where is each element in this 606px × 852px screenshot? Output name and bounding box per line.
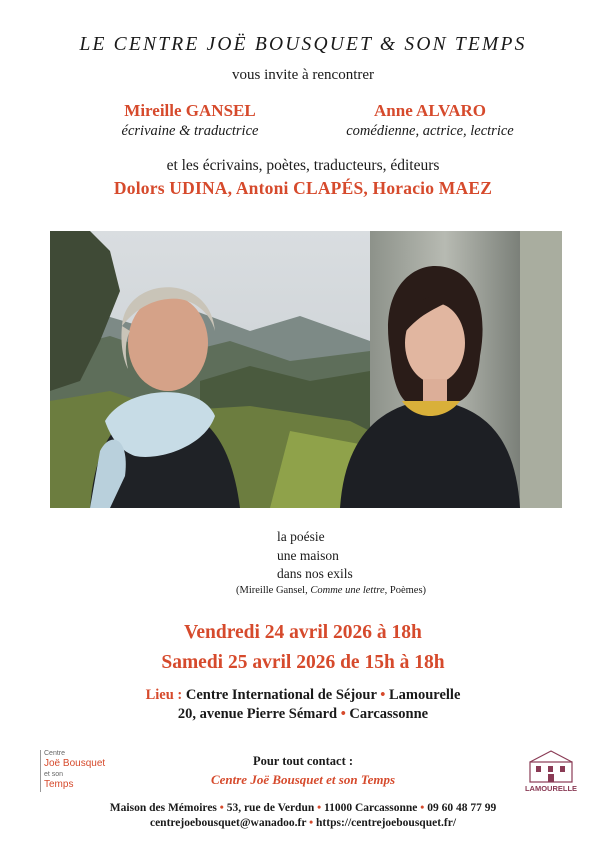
guest-role-2: comédienne, actrice, lectrice [346, 123, 514, 139]
contact-label: Pour tout contact : [252, 754, 354, 768]
citation-suffix: , Poèmes) [384, 585, 427, 596]
invite-text: vous invite à rencontrer [231, 67, 375, 83]
venue-line [0, 687, 606, 704]
citation-prefix: (Mireille Gansel, [236, 585, 311, 596]
address-separator: • [340, 706, 346, 722]
lamourelle-building-icon [528, 748, 574, 784]
footer-city: 11000 Carcassonne [324, 802, 418, 814]
lamourelle-logo [524, 748, 578, 796]
guest-name-1: Mireille GANSEL [124, 101, 256, 120]
footer-website[interactable]: https://centrejoebousquet.fr/ [316, 817, 457, 829]
poem-line-3: dans nos exils [277, 566, 353, 581]
poem-line-2: une maison [277, 548, 339, 563]
others-intro: et les écrivains, poètes, traducteurs, éditeurs [166, 157, 440, 174]
date-1: Vendredi 24 avril 2026 à 18h [184, 622, 422, 643]
citation-work: Comme une lettre [310, 585, 385, 596]
guests-photo [50, 231, 562, 508]
logo-line-3: et son [44, 771, 64, 778]
venue-place2: Lamourelle [388, 687, 461, 703]
logo-line-1: Centre [44, 750, 66, 757]
others-names: Dolors UDINA, Antoni CLAPÉS, Horacio MAEZ [113, 178, 493, 198]
guest-name-2: Anne ALVARO [374, 101, 486, 120]
poem-line-1: la poésie [277, 529, 325, 544]
footer-phone: 09 60 48 77 99 [427, 802, 497, 814]
venue-label: Lieu : [145, 687, 183, 703]
footer-street: 53, rue de Verdun [226, 802, 315, 814]
guest-role-1: écrivaine & traductrice [121, 123, 259, 139]
logo-line-2: Joë Bousquet [44, 758, 106, 769]
footer-email[interactable]: centrejoebousquet@wanadoo.fr [149, 817, 307, 829]
date-2: Samedi 25 avril 2026 de 15h à 18h [161, 652, 445, 673]
event-title: LE CENTRE JOË BOUSQUET & SON TEMPS [79, 34, 527, 55]
venue-street: 20, avenue Pierre Sémard [177, 706, 338, 722]
contact-org: Centre Joë Bousquet et son Temps [210, 772, 396, 787]
poem-citation [236, 585, 426, 596]
footer-address: Maison des Mémoires • 53, rue de Verdun • 11000 Carcassonne • 09 60 48 77 99 [109, 802, 497, 814]
logo-line-4: Temps [44, 779, 74, 790]
footer-web: centrejoebousquet@wanadoo.fr • https://centrejoebousquet.fr/ [149, 817, 457, 829]
footer-place: Maison des Mémoires [109, 802, 217, 814]
venue-city: Carcassonne [349, 706, 429, 722]
venue-place: Centre International de Séjour [185, 687, 377, 703]
venue-separator: • [380, 687, 386, 703]
venue-address [0, 706, 606, 723]
lamourelle-label: LAMOURELLE [524, 784, 578, 793]
